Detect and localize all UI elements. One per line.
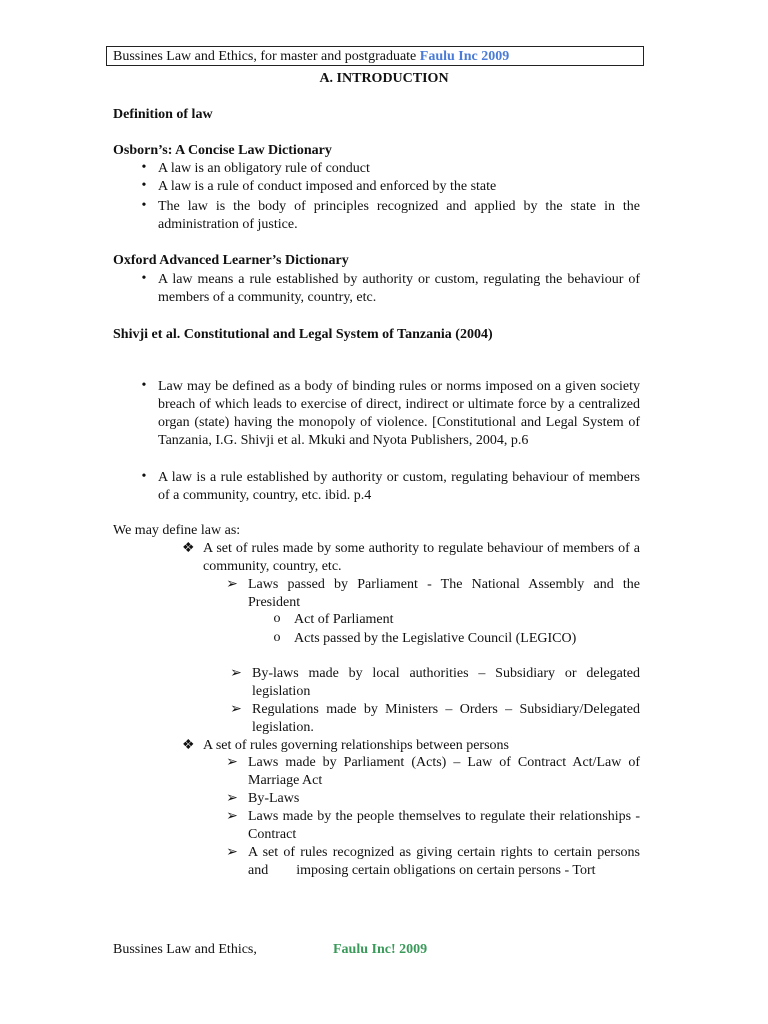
define-item-2-sub-1: Laws made by Parliament (Acts) – Law of Contract Act/Law of Marriage Act <box>248 755 640 788</box>
bullet-icon: • <box>141 469 147 484</box>
diamond-bullet-icon: ❖ <box>182 738 195 753</box>
define-item-1: A set of rules made by some authority to regulate behaviour of members of a community, country, etc. <box>203 541 640 574</box>
footer-brand: Faulu Inc! 2009 <box>333 942 428 957</box>
shivji-bullet-2: A law is a rule established by authority or custom, regulating behaviour of members of a community, country, etc. ibid. p.4 <box>158 470 640 503</box>
osborn-bullet-2: A law is a rule of conduct imposed and enforced by the state <box>158 179 497 194</box>
define-item-1-sub-3: Regulations made by Ministers – Orders – Subsidiary/Delegated legislation. <box>252 702 640 735</box>
define-item-2-sub-4: A set of rules recognized as giving certain rights to certain persons and imposing certain obligations on certain persons - Tort <box>248 845 644 878</box>
bullet-icon: • <box>141 178 147 193</box>
page-title: A. INTRODUCTION <box>319 71 449 86</box>
bullet-icon: • <box>141 198 147 213</box>
osborn-bullet-1: A law is an obligatory rule of conduct <box>158 161 370 176</box>
define-intro: We may define law as: <box>113 523 241 538</box>
oxford-bullet-1: A law means a rule established by authority or custom, regulating the behaviour of members of a community, country, etc. <box>158 272 640 305</box>
define-item-1-sub-2: By-laws made by local authorities – Subsidiary or delegated legislation <box>252 666 640 699</box>
arrow-bullet-icon: ➢ <box>230 666 242 681</box>
define-item-1-sub-1-b: Acts passed by the Legislative Council (LEGICO) <box>294 631 577 646</box>
circle-bullet-icon: o <box>273 630 281 645</box>
oxford-heading: Oxford Advanced Learner’s Dictionary <box>113 253 349 268</box>
circle-bullet-icon: o <box>273 611 281 626</box>
arrow-bullet-icon: ➢ <box>226 577 238 592</box>
define-item-2-sub-2: By-Laws <box>248 791 300 806</box>
shivji-heading: Shivji et al. Constitutional and Legal System of Tanzania (2004) <box>113 327 493 342</box>
arrow-bullet-icon: ➢ <box>226 791 238 806</box>
bullet-icon: • <box>141 378 147 393</box>
shivji-bullet-1: Law may be defined as a body of binding rules or norms imposed on a given society breach of which leads to exercise of direct, indirect or ultimate force by a centralized organ (state) having the monopoly of violence. [Constitutional and Legal System of Tanzania, I.G. Shivji et al. Mkuki and Nyota Publishers, 2004, p.6 <box>158 379 640 448</box>
define-item-2-sub-3: Laws made by the people themselves to regulate their relationships - Contract <box>248 809 640 842</box>
bullet-icon: • <box>141 271 147 286</box>
page-header <box>106 46 644 66</box>
define-item-1-sub-1-a: Act of Parliament <box>294 612 394 627</box>
osborn-bullet-3: The law is the body of principles recognized and applied by the state in the administration of justice. <box>158 199 640 232</box>
diamond-bullet-icon: ❖ <box>182 541 195 556</box>
arrow-bullet-icon: ➢ <box>226 809 238 824</box>
header-brand: Faulu Inc 2009 <box>419 49 510 64</box>
footer-text: Bussines Law and Ethics, <box>113 942 257 957</box>
define-item-1-sub-1: Laws passed by Parliament - The National Assembly and the President <box>248 577 640 610</box>
bullet-icon: • <box>141 160 147 175</box>
define-item-2: A set of rules governing relationships between persons <box>203 738 509 753</box>
section-heading: Definition of law <box>113 107 213 122</box>
arrow-bullet-icon: ➢ <box>226 755 238 770</box>
header-text: Bussines Law and Ethics, for master and postgraduate <box>113 49 420 64</box>
arrow-bullet-icon: ➢ <box>226 845 238 860</box>
arrow-bullet-icon: ➢ <box>230 702 242 717</box>
osborn-heading: Osborn’s: A Concise Law Dictionary <box>113 143 332 158</box>
